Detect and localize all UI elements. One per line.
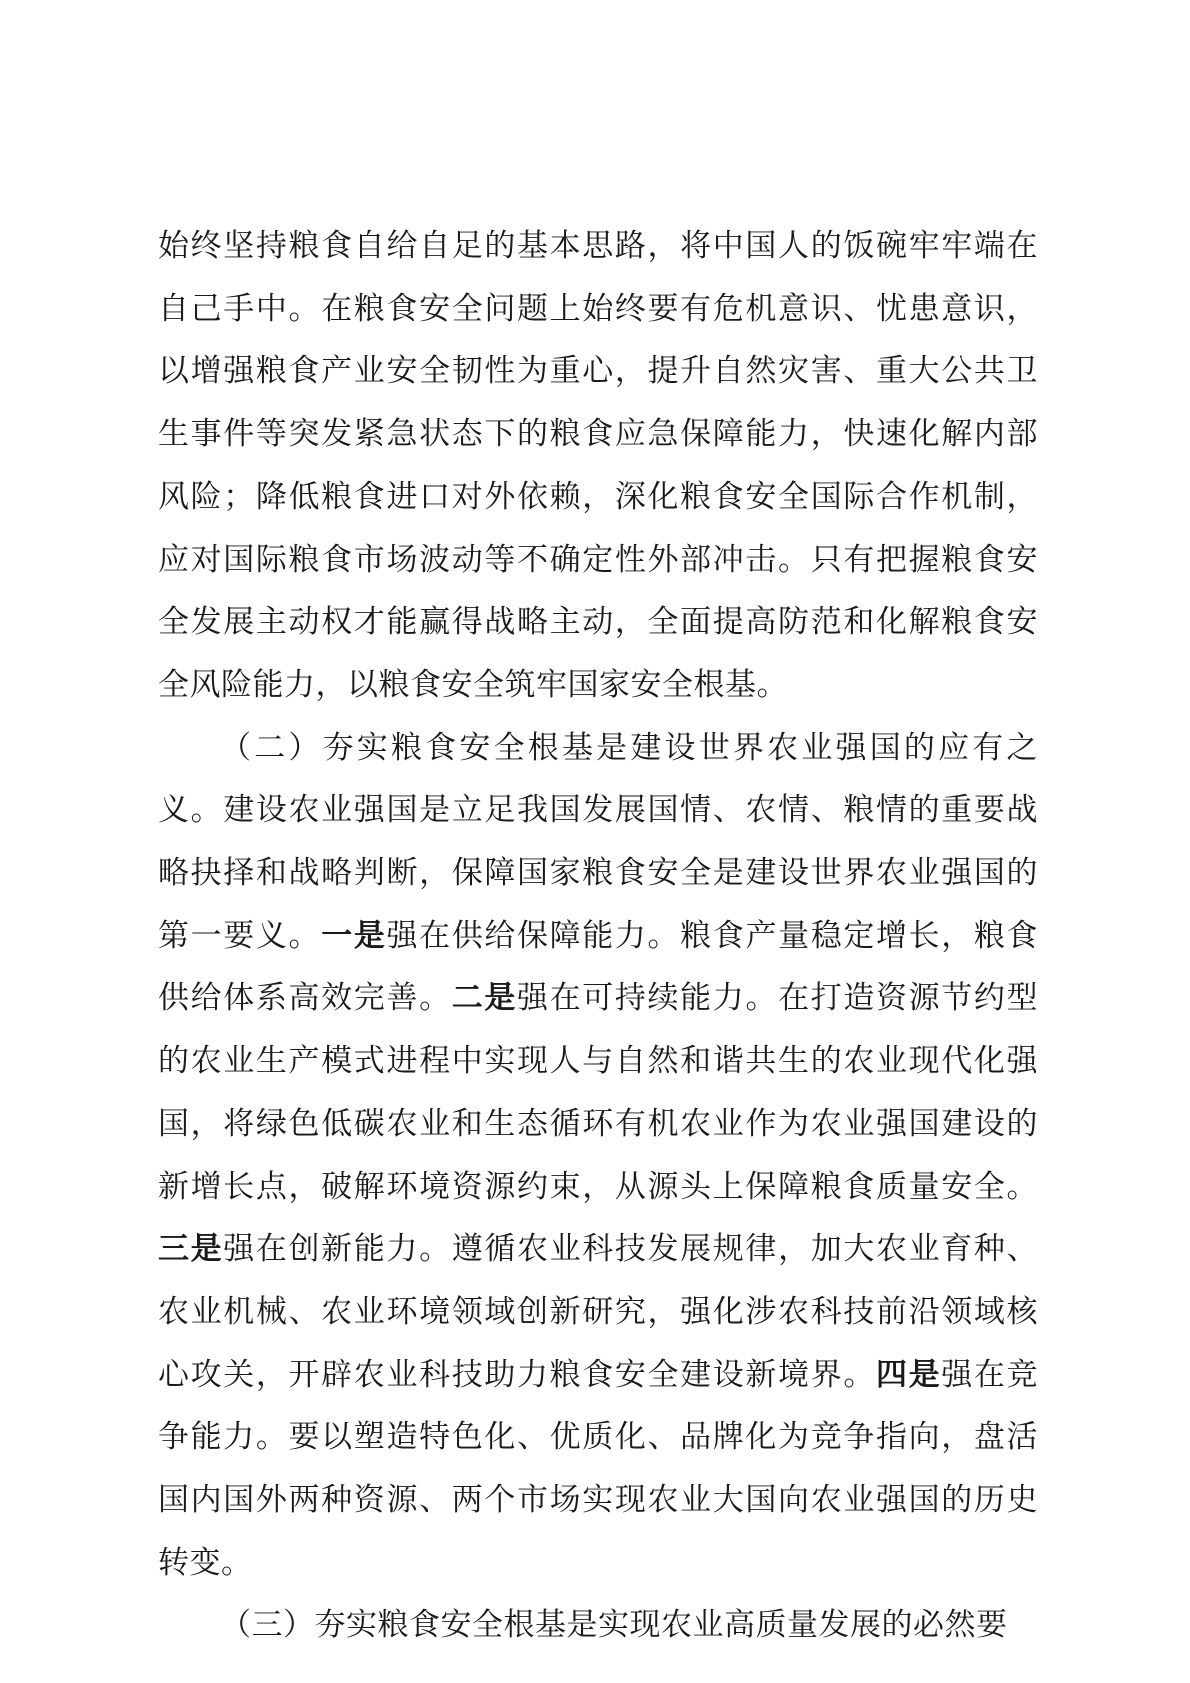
emphasis-run: 四是 <box>875 1356 942 1393</box>
emphasis-run: 三是 <box>158 1231 224 1268</box>
text-run: （三）夯实粮食安全根基是实现农业高质量发展的必然要 <box>220 1607 1008 1644</box>
text-run: 强在可持续能力。在打造资源节约型的农业生产模式进程中实现人与自然和谐共生的农业现代化强国，将绿色低碳农业和生态循环有机农业作为农业强国建设的新增长点，破解环境资源约束，从源头上保障粮食质量安全。 <box>158 980 1039 1205</box>
text-run: （二）夯实粮食安全根基是建设世界农业强国的应有之义。建设农业强国是立足我国发展国情、农情、粮情的重要战略抉择和战略判断，保障国家粮食安全是建设世界农业强国的第一要义。 <box>158 729 1038 954</box>
text-run: 强在竞争能力。要以塑造特色化、优质化、品牌化为竞争指向，盘活国内国外两种资源、两个市场实现农业大国向农业强国的历史转变。 <box>158 1356 1039 1581</box>
text-run: 强在供给保障能力。粮食产量稳定增长，粮食供给体系高效完善。 <box>158 917 1039 1017</box>
paragraph-2 <box>158 717 1038 1595</box>
text-run: 强在创新能力。遵循农业科技发展规律，加大农业育种、农业机械、农业环境领域创新研究，强化涉农科技前沿领域核心攻关，开辟农业科技助力粮食安全建设新境界。 <box>158 1231 1039 1393</box>
emphasis-run: 二是 <box>451 980 517 1017</box>
paragraph-3 <box>158 1594 1038 1657</box>
document-body <box>158 215 1038 1657</box>
emphasis-run: 一是 <box>321 917 387 954</box>
paragraph-1 <box>158 215 1038 717</box>
text-run: 始终坚持粮食自给自足的基本思路，将中国人的饭碗牢牢端在自己手中。在粮食安全问题上始终要有危机意识、忧患意识，以增强粮食产业安全韧性为重心，提升自然灾害、重大公共卫生事件等突发紧急状态下的粮食应急保障能力，快速化解内部风险；降低粮食进口对外依赖，深化粮食安全国际合作机制，应对国际粮食市场波动等不确定性外部冲击。只有把握粮食安全发展主动权才能赢得战略主动，全面提高防范和化解粮食安全风险能力，以粮食安全筑牢国家安全根基。 <box>158 228 1038 703</box>
